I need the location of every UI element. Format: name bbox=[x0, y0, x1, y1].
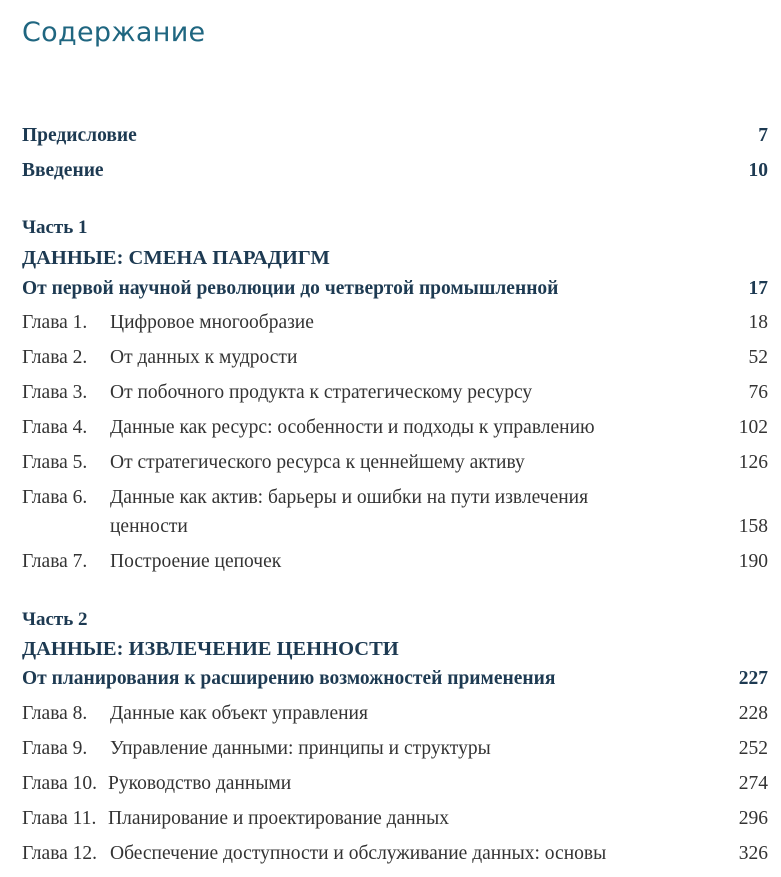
chapter-page: 126 bbox=[738, 452, 768, 473]
chapter-page: 296 bbox=[738, 808, 768, 829]
chapter-page: 274 bbox=[738, 773, 768, 794]
entry-page: 17 bbox=[748, 278, 768, 299]
part-label-text: Часть 1 bbox=[22, 217, 88, 238]
chapter-page: 158 bbox=[738, 516, 768, 537]
chapter-page: 76 bbox=[748, 382, 768, 403]
chapter-page: 252 bbox=[738, 738, 768, 759]
entry-label: От планирования к расширению возможностей применения bbox=[22, 668, 556, 689]
toc-chapter-10[interactable] bbox=[22, 769, 768, 799]
chapter-page: 102 bbox=[738, 417, 768, 438]
chapter-number: Глава 8. bbox=[22, 703, 88, 724]
chapter-title: Управление данными: принципы и структуры bbox=[110, 738, 491, 759]
toc-chapter-5[interactable] bbox=[22, 448, 768, 478]
chapter-title: От данных к мудрости bbox=[110, 347, 298, 368]
toc-chapter-8[interactable] bbox=[22, 699, 768, 729]
chapter-number: Глава 10. bbox=[22, 773, 98, 794]
chapter-page: 228 bbox=[738, 703, 768, 724]
toc-chapter-9[interactable] bbox=[22, 734, 768, 764]
chapter-number: Глава 12. bbox=[22, 843, 98, 864]
entry-label: Введение bbox=[22, 160, 104, 181]
chapter-page: 18 bbox=[748, 312, 768, 333]
toc-entry-introduction[interactable] bbox=[22, 156, 768, 186]
part-1-subtitle-entry[interactable] bbox=[22, 274, 768, 304]
entry-label: От первой научной революции до четвертой промышленной bbox=[22, 278, 559, 299]
chapter-title: Обеспечение доступности и обслуживание данных: основы bbox=[110, 843, 607, 864]
chapter-number: Глава 11. bbox=[22, 808, 97, 829]
entry-page: 7 bbox=[758, 125, 768, 146]
toc-chapter-11[interactable] bbox=[22, 804, 768, 834]
chapter-page: 190 bbox=[738, 551, 768, 572]
part-1-title bbox=[22, 243, 768, 273]
chapter-number: Глава 1. bbox=[22, 312, 88, 333]
toc-entry-preface[interactable] bbox=[22, 121, 768, 151]
part-title-text: ДАННЫЕ: СМЕНА ПАРАДИГМ bbox=[22, 247, 330, 269]
chapter-title: Данные как ресурс: особенности и подходы к управлению bbox=[110, 417, 595, 438]
entry-label: Предисловие bbox=[22, 125, 137, 146]
part-2-title bbox=[22, 634, 768, 664]
toc-chapter-1[interactable] bbox=[22, 308, 768, 338]
chapter-title: Цифровое многообразие bbox=[110, 312, 314, 333]
chapter-number: Глава 3. bbox=[22, 382, 88, 403]
toc-chapter-2[interactable] bbox=[22, 343, 768, 373]
part-label-text: Часть 2 bbox=[22, 609, 88, 630]
toc-chapter-6-continuation[interactable] bbox=[22, 512, 768, 542]
toc-chapter-4[interactable] bbox=[22, 413, 768, 443]
chapter-title: От побочного продукта к стратегическому ресурсу bbox=[110, 382, 533, 403]
chapter-page: 326 bbox=[738, 843, 768, 864]
entry-page: 227 bbox=[738, 668, 768, 689]
toc-chapter-7[interactable] bbox=[22, 547, 768, 577]
chapter-title: Планирование и проектирование данных bbox=[108, 808, 449, 829]
chapter-number: Глава 6. bbox=[22, 487, 88, 508]
page-title: Содержание bbox=[22, 17, 206, 48]
chapter-title: От стратегического ресурса к ценнейшему активу bbox=[110, 452, 525, 473]
chapter-title: Руководство данными bbox=[108, 773, 292, 794]
chapter-number: Глава 5. bbox=[22, 452, 88, 473]
chapter-title: Данные как актив: барьеры и ошибки на пути извлечения bbox=[110, 487, 589, 508]
chapter-title: Данные как объект управления bbox=[110, 703, 368, 724]
toc-chapter-12[interactable] bbox=[22, 839, 768, 869]
chapter-number: Глава 9. bbox=[22, 738, 88, 759]
part-2-subtitle-entry[interactable] bbox=[22, 664, 768, 694]
part-title-text: ДАННЫЕ: ИЗВЛЕЧЕНИЕ ЦЕННОСТИ bbox=[22, 638, 399, 660]
entry-page: 10 bbox=[748, 160, 768, 181]
part-1-label bbox=[22, 213, 768, 243]
toc-chapter-6[interactable] bbox=[22, 483, 768, 513]
chapter-title: Построение цепочек bbox=[110, 551, 282, 572]
part-2-label bbox=[22, 605, 768, 635]
chapter-number: Глава 4. bbox=[22, 417, 88, 438]
chapter-title-continuation: ценности bbox=[110, 516, 188, 537]
toc-chapter-3[interactable] bbox=[22, 378, 768, 408]
chapter-page: 52 bbox=[748, 347, 768, 368]
chapter-number: Глава 2. bbox=[22, 347, 88, 368]
chapter-number: Глава 7. bbox=[22, 551, 88, 572]
